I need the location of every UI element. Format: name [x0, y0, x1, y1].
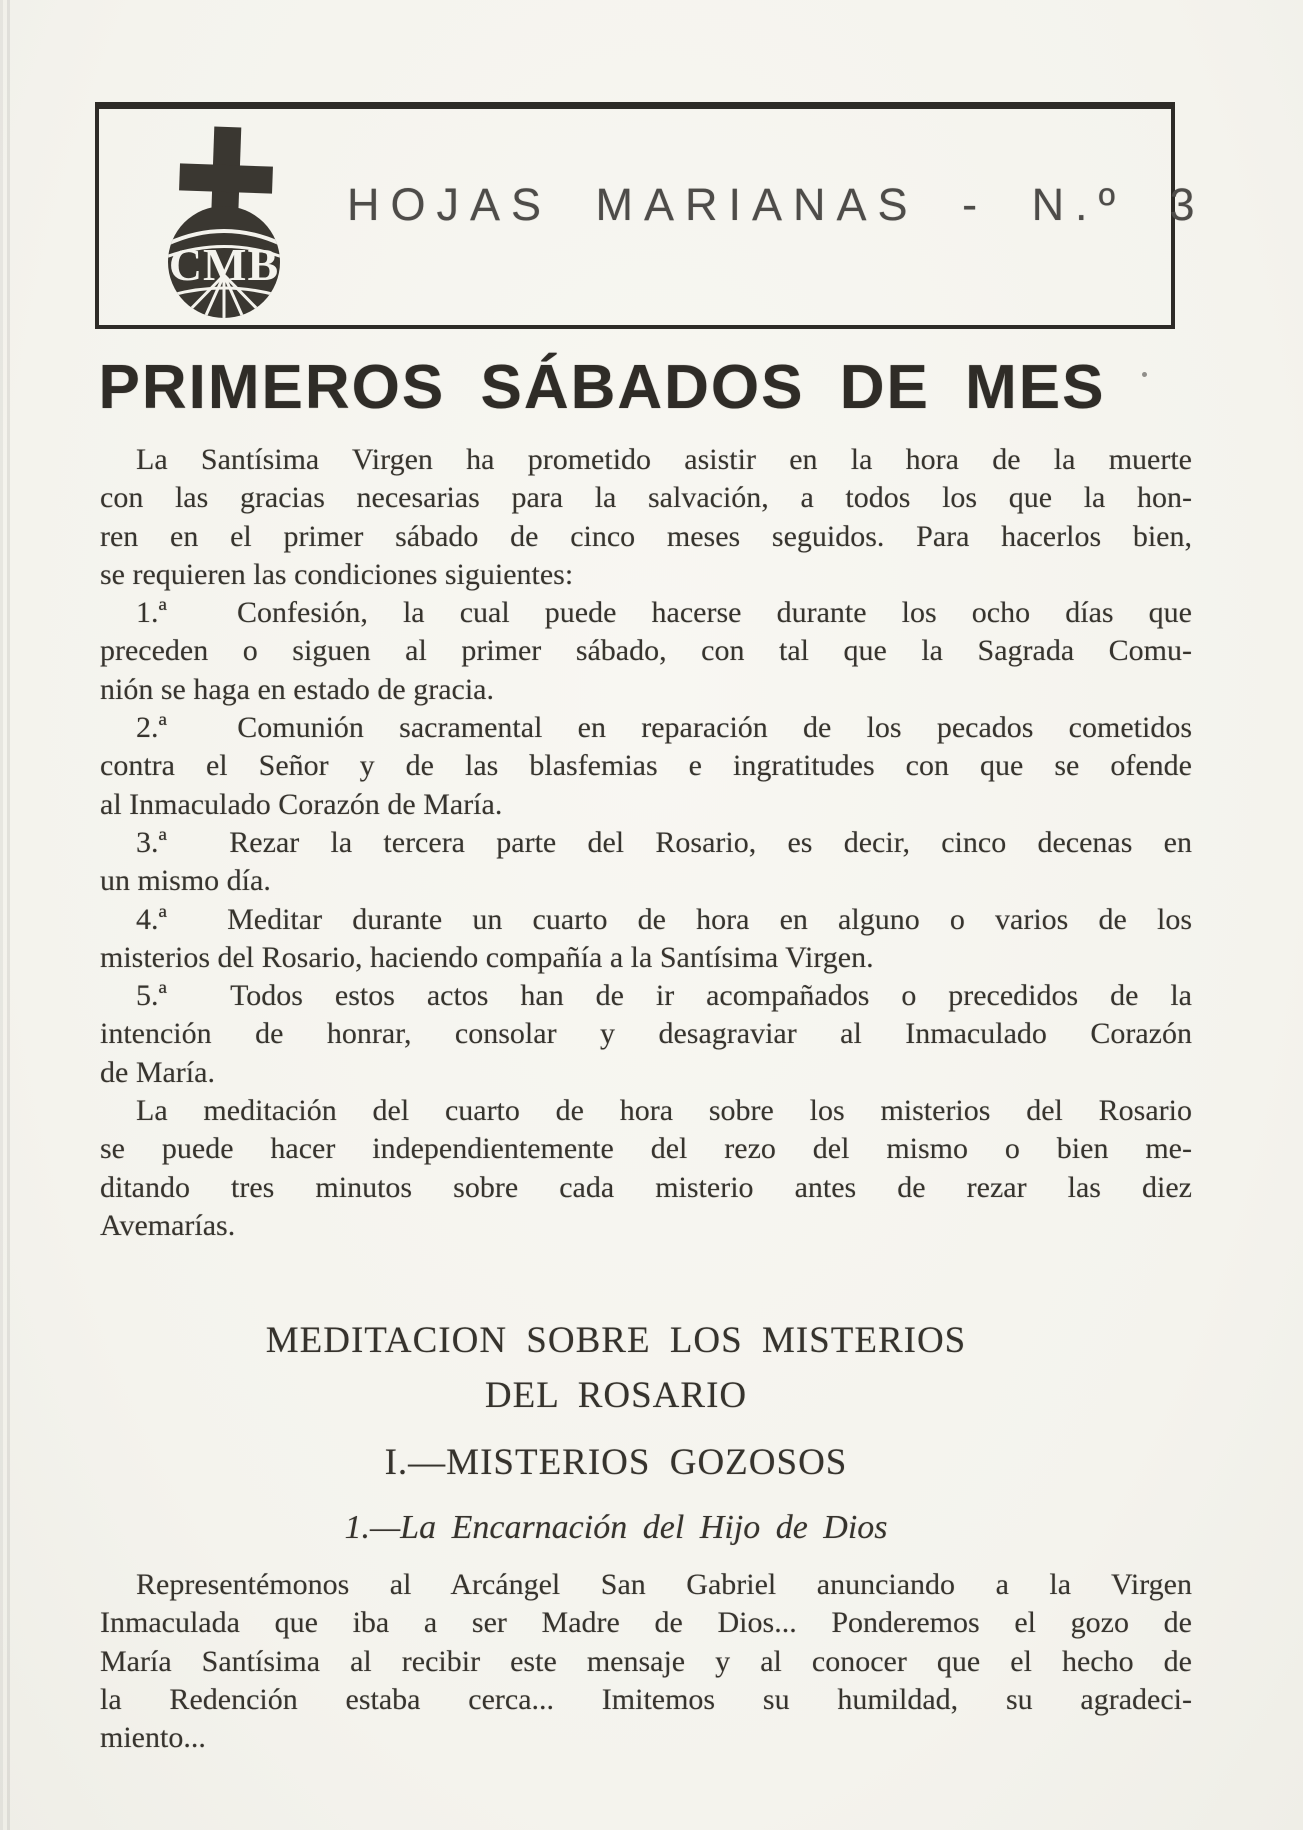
condition-item-3 [100, 824, 1192, 901]
text-line: misterios del Rosario, haciendo compañía a la Santísima Virgen. [100, 940, 874, 974]
text-line: 3.ª Rezar la tercera parte del Rosario, es decir, cinco decenas en [136, 825, 1192, 859]
globe-icon [163, 206, 285, 323]
cross-globe-logo-icon [151, 123, 301, 323]
text-line: miento... [100, 1721, 206, 1755]
text-line: 4.ª Meditar durante un cuarto de hora en alguno o varios de los [136, 902, 1192, 936]
text-line: La meditación del cuarto de hora sobre los misterios del Rosario [136, 1094, 1192, 1128]
heading-line: MEDITACION SOBRE LOS MISTERIOS [265, 1320, 967, 1361]
scan-edge-line [7, 0, 10, 1830]
text-line: se requieren las condiciones siguientes: [100, 557, 574, 591]
text-line: Representémonos al Arcángel San Gabriel anunciando a la Virgen [136, 1568, 1192, 1601]
mystery-1-meditation [100, 1566, 1192, 1757]
text-line: un mismo día. [100, 864, 271, 898]
condition-item-2 [100, 709, 1192, 824]
section-heading-joyful-mysteries: I.—MISTERIOS GOZOSOS [384, 1442, 848, 1483]
heading-line: DEL ROSARIO [484, 1375, 748, 1416]
text-line: ditando tres minutos sobre cada misterio antes de rezar las diez [100, 1170, 1192, 1204]
condition-item-4 [100, 901, 1192, 978]
condition-item-5 [100, 977, 1192, 1092]
text-line: Inmaculada que iba a ser Madre de Dios... Ponderemos el gozo de [100, 1606, 1192, 1640]
cmb-logo [151, 123, 301, 328]
text-line: al Inmaculado Corazón de María. [100, 787, 503, 821]
text-line: de María. [100, 1055, 215, 1089]
meditation-note-paragraph [100, 1092, 1192, 1245]
text-line: Avemarías. [100, 1208, 236, 1242]
mystery-1-heading: 1.—La Encarnación del Hijo de Dios [344, 1509, 888, 1546]
conditions-list [100, 594, 1192, 1092]
masthead-title: HOJAS MARIANAS - N.º 3 [347, 179, 1206, 230]
text-line: nión se haga en estado de gracia. [100, 672, 494, 706]
page-title: PRIMEROS SÁBADOS DE MES [98, 353, 1106, 422]
text-line: 2.ª Comunión sacramental en reparación de los pecados cometidos [136, 711, 1192, 745]
cmb-logo-text: CMB [168, 239, 280, 290]
text-line: con las gracias necesarias para la salvación, a todos los que la hon- [100, 481, 1192, 515]
intro-paragraph [100, 441, 1192, 594]
text-line: 1.ª Confesión, la cual puede hacerse durante los ocho días que [136, 596, 1192, 630]
text-line: preceden o siguen al primer sábado, con tal que la Sagrada Comu- [100, 634, 1192, 668]
text-line: la Redención estaba cerca... Imitemos su humildad, su agradeci- [100, 1682, 1192, 1716]
masthead-box [95, 102, 1206, 329]
page-edge-shade [0, 0, 3, 1830]
text-line: se puede hacer independientemente del rezo del mismo o bien me- [100, 1132, 1192, 1166]
text-line: 5.ª Todos estos actos han de ir acompañados o precedidos de la [136, 979, 1192, 1013]
body-text [100, 441, 1192, 1245]
text-line: intención de honrar, consolar y desagraviar al Inmaculado Corazón [100, 1017, 1192, 1051]
text-line: ren en el primer sábado de cinco meses seguidos. Para hacerlos bien, [100, 519, 1192, 553]
condition-item-1 [100, 594, 1192, 709]
section-heading-meditation [70, 1313, 1162, 1423]
text-line: María Santísima al recibir este mensaje y al conocer que el hecho de [100, 1644, 1192, 1678]
text-line: contra el Señor y de las blasfemias e ingratitudes con que se ofende [100, 749, 1192, 783]
text-line: La Santísima Virgen ha prometido asistir en la hora de la muerte [136, 443, 1192, 476]
